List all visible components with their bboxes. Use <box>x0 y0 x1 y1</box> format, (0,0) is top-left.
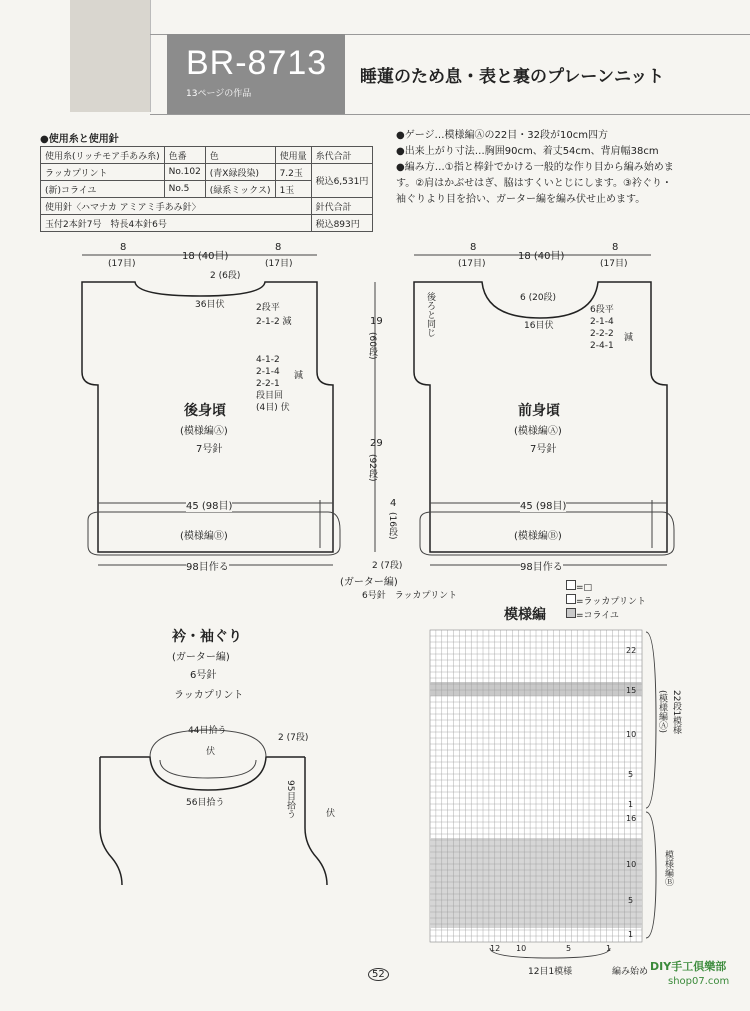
body-rows: (92段) <box>367 454 377 482</box>
materials-heading: ●使用糸と使用針 <box>40 134 119 145</box>
legend-blank: =□ <box>566 580 646 594</box>
needle-total-label: 針代合計 <box>311 198 373 215</box>
front-band: (模様編Ⓑ) <box>514 531 562 542</box>
front-cast-on: 98目作る <box>520 558 563 573</box>
table-cell: (新)コライユ <box>41 181 165 198</box>
back-neck-bindoff: 36目伏 <box>195 300 225 310</box>
dec-step: (4目) 伏 <box>256 403 290 413</box>
back-title: 後身頃 <box>184 403 226 419</box>
pattern-code: BR-8713 <box>186 44 328 82</box>
front-dim-right-sts: (17目) <box>600 259 628 269</box>
col-colorno: 色番 <box>164 147 205 164</box>
page-number: 52 <box>368 968 389 981</box>
repeat-b-label: 模様編Ⓑ <box>663 850 673 886</box>
work-page-note: 13ページの作品 <box>186 89 252 99</box>
table-cell: (青X緑段染) <box>205 164 275 181</box>
row-num: 5 <box>628 770 634 779</box>
back-armhole-dec-label: 減 <box>294 371 304 381</box>
row-num: 22 <box>626 646 637 655</box>
row-num: 10 <box>626 730 637 739</box>
front-neck-bindoff: 16目伏 <box>524 321 554 331</box>
back-needle: 7号針 <box>196 444 223 455</box>
dec-step: 2-4-1 <box>590 341 614 351</box>
yarn-total: 税込6,531円 <box>311 164 373 198</box>
band-height: 4 <box>390 498 397 509</box>
collar-bindoff: 伏 <box>206 747 216 757</box>
back-band: (模様編Ⓑ) <box>180 531 228 542</box>
armhole-rows: (60段) <box>367 332 377 360</box>
col-num: 10 <box>516 944 527 953</box>
body-height: 29 <box>370 438 383 449</box>
garter-needle: 6号針 ラッカプリント <box>362 591 458 601</box>
row-num: 10 <box>626 860 637 869</box>
back-neck-dec: 2-1-2 減 <box>256 317 292 327</box>
armhole-bindoff: 伏 <box>326 809 336 819</box>
dec-step: 2-2-1 <box>256 379 280 389</box>
chart-title: 模様編 <box>504 607 546 623</box>
dec-step: 4-1-2 <box>256 355 280 365</box>
dec-step: 2-2-2 <box>590 329 614 339</box>
back-dim-left-sts: (17目) <box>108 259 136 269</box>
armhole-height: 19 <box>370 316 383 327</box>
dec-step: 2-1-4 <box>256 367 280 377</box>
neck-pickup-back: 44目拾う <box>188 726 227 736</box>
garter-rows: 2 (7段) <box>372 561 403 571</box>
collar-needle: 6号針 <box>190 670 217 681</box>
collar-rows: 2 (7段) <box>278 733 309 743</box>
table-cell: No.5 <box>164 181 205 198</box>
back-neck-flat: 2段平 <box>256 303 280 313</box>
table-cell: (緑系ミックス) <box>205 181 275 198</box>
row-num: 1 <box>628 800 634 809</box>
repeat-width: 12目1模様 <box>528 967 573 977</box>
table-cell: No.102 <box>164 164 205 181</box>
collar-title: 衿・袖ぐり <box>172 629 242 645</box>
col-num: 5 <box>566 944 572 953</box>
col-num: 12 <box>490 944 501 953</box>
row-num: 1 <box>628 930 634 939</box>
back-cast-on: 98目作る <box>186 558 229 573</box>
front-dim-right: 8 <box>612 242 619 253</box>
front-neck-dec-label: 減 <box>624 333 634 343</box>
row-num: 15 <box>626 686 637 695</box>
back-pattern: (模様編Ⓐ) <box>180 426 228 437</box>
start-point: 編み始め <box>612 967 649 977</box>
gauge-note: ●ゲージ…模様編Ⓐの22目・32段が10cm四方 <box>396 130 608 141</box>
size-note: ●出来上がり寸法…胸囲90cm、着丈54cm、背肩幅38cm <box>396 146 659 157</box>
dec-step: 2-1-4 <box>590 317 614 327</box>
back-armhole-dec <box>256 354 290 414</box>
col-total: 糸代合計 <box>311 147 373 164</box>
legend-accent-yarn: =コライユ <box>566 608 646 622</box>
back-dim-right: 8 <box>275 242 282 253</box>
repeat-a: 22段1模様 <box>671 690 681 735</box>
front-pattern: (模様編Ⓐ) <box>514 426 562 437</box>
front-neck-rows: 6 (20段) <box>520 293 557 303</box>
front-dim-left: 8 <box>470 242 477 253</box>
table-cell: 7.2玉 <box>275 164 311 181</box>
chart-legend <box>566 580 646 622</box>
garter-label: (ガーター編) <box>340 577 398 588</box>
repeat-a-label: (模様編Ⓐ) <box>657 690 667 734</box>
col-amount: 使用量 <box>275 147 311 164</box>
table-cell: 1玉 <box>275 181 311 198</box>
collar-stitch: (ガーター編) <box>172 652 230 663</box>
needle-label: 使用針〈ハマナカ アミアミ手あみ針〉 <box>41 198 312 215</box>
front-width: 45 (98目) <box>520 497 566 512</box>
front-needle: 7号針 <box>530 444 557 455</box>
back-neck-rows: 2 (6段) <box>210 271 241 281</box>
needle-value: 玉付2本針7号 特長4本針6号 <box>41 215 312 232</box>
front-title: 前身頃 <box>518 403 560 419</box>
back-width: 45 (98目) <box>186 497 232 512</box>
table-cell: ラッカプリント <box>41 164 165 181</box>
col-num: 1 <box>606 944 612 953</box>
method-note-2: す。②肩はかぶせはぎ、脇はすくいとじにします。③衿ぐり・ <box>396 178 672 189</box>
dec-step: 6段平 <box>590 305 614 315</box>
band-rows: (16段) <box>387 512 397 540</box>
back-dim-center: 18 (40目) <box>182 251 229 262</box>
back-dim-left: 8 <box>120 242 127 253</box>
col-yarn: 使用糸(リッチモア手あみ糸) <box>41 147 165 164</box>
needle-total: 税込893円 <box>311 215 373 232</box>
back-dim-right-sts: (17目) <box>265 259 293 269</box>
row-num: 5 <box>628 896 634 905</box>
neck-pickup-front: 56目拾う <box>186 798 225 808</box>
page-title: 睡蓮のため息・表と裏のプレーンニット <box>360 67 665 87</box>
front-side-note: 後ろと同じ <box>425 292 435 337</box>
armhole-pickup: 95目拾う <box>285 780 295 819</box>
front-neck-dec <box>590 304 614 352</box>
watermark: DIY手工俱樂部 <box>650 960 727 973</box>
watermark-site: shop07.com <box>668 976 730 987</box>
col-color: 色 <box>205 147 275 164</box>
legend-main-yarn: =ラッカプリント <box>566 594 646 608</box>
row-num: 16 <box>626 814 637 823</box>
method-note-1: ●編み方…①指と棒針でかける一般的な作り目から編み始めま <box>396 162 674 173</box>
method-note-3: 袖ぐりより目を拾い、ガーター編を編み伏せ止めます。 <box>396 194 646 205</box>
front-dim-left-sts: (17目) <box>458 259 486 269</box>
dec-step: 段目回 <box>256 391 284 401</box>
front-dim-center: 18 (40目) <box>518 251 565 262</box>
collar-yarn: ラッカプリント <box>174 690 244 701</box>
